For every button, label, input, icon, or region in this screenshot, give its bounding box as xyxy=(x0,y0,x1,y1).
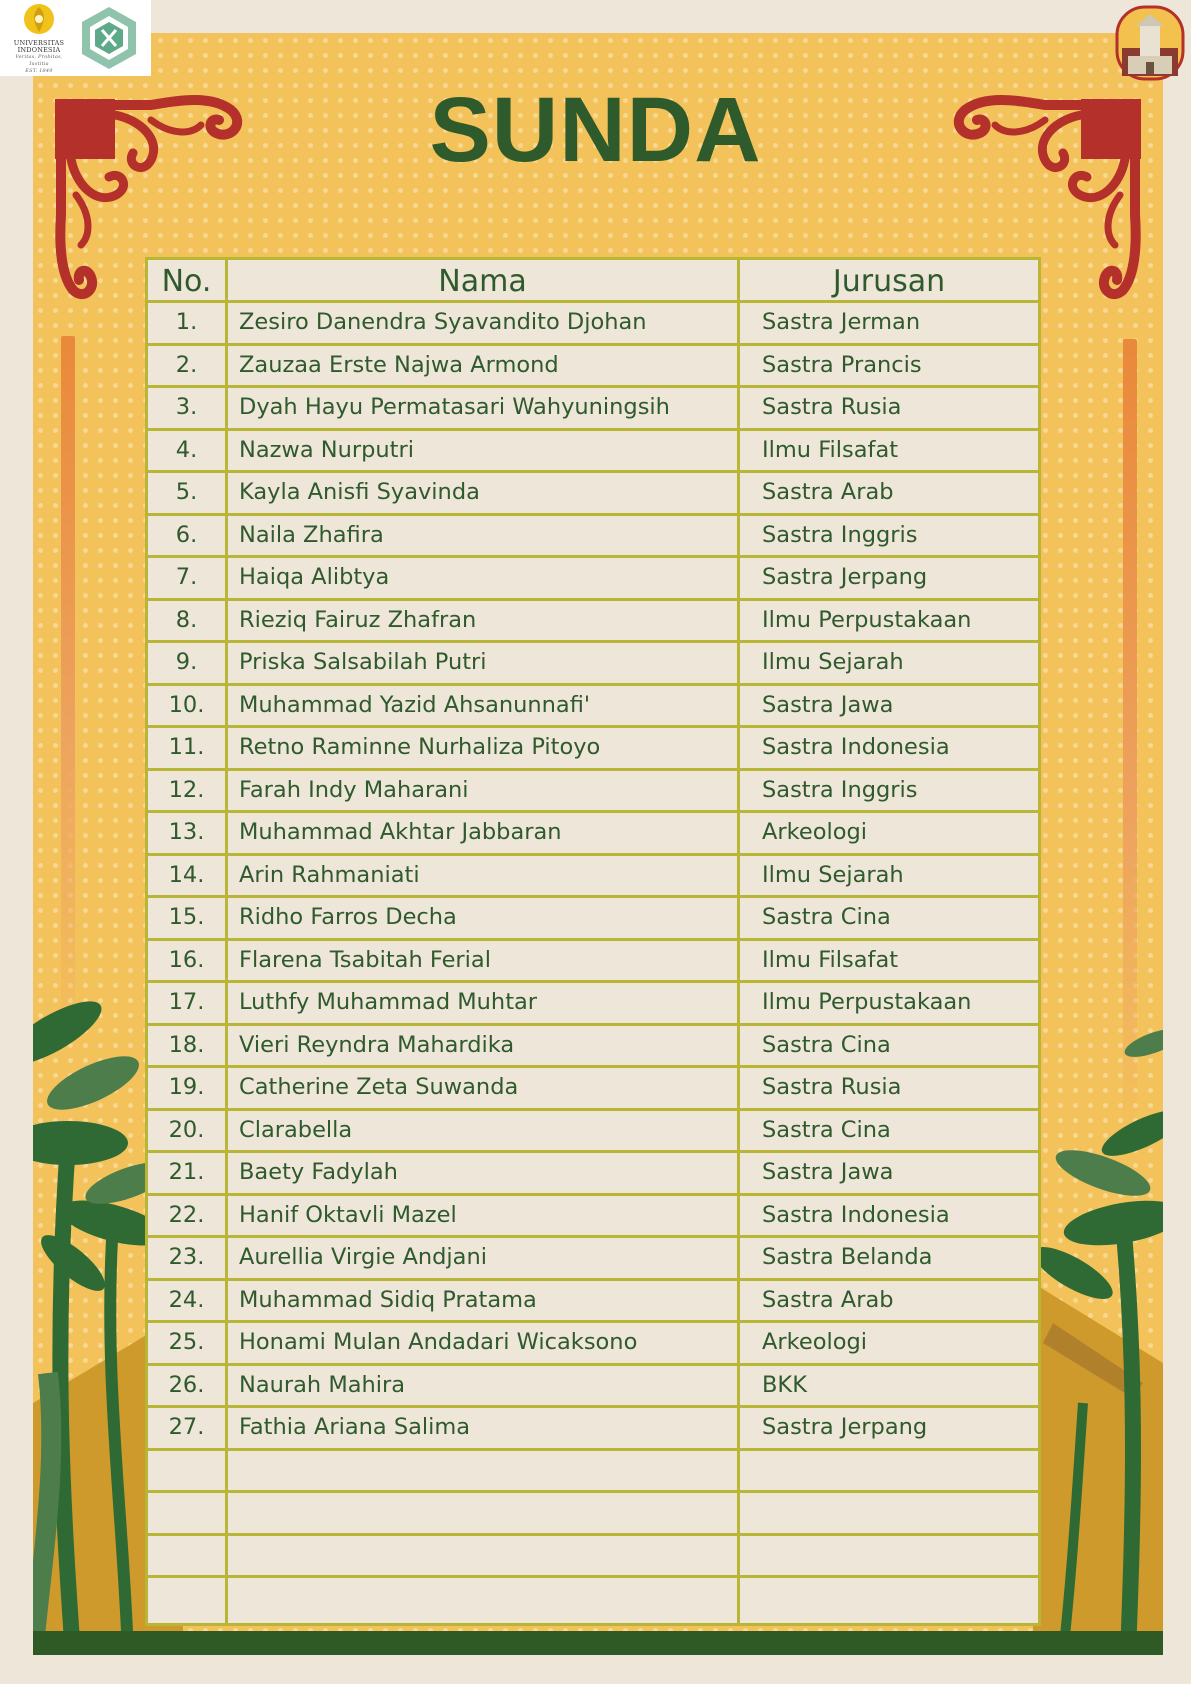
row-jurusan: Sastra Jerman xyxy=(762,309,921,335)
left-orange-bar xyxy=(61,336,75,1056)
table-row xyxy=(148,1536,1038,1576)
row-jurusan: Sastra Indonesia xyxy=(762,1201,950,1228)
row-nama: Farah Indy Maharani xyxy=(239,776,469,803)
row-jurusan: Sastra Jerpang xyxy=(762,1414,928,1440)
table-row xyxy=(148,558,1038,598)
header-no: No. xyxy=(161,264,212,299)
table-row xyxy=(148,643,1038,683)
right-palm-trees-decoration xyxy=(1033,1023,1163,1655)
row-jurusan: Ilmu Sejarah xyxy=(762,649,904,675)
table-row xyxy=(148,473,1038,513)
row-number: 19. xyxy=(168,1074,205,1100)
row-jurusan: Sastra Cina xyxy=(762,1031,891,1058)
ui-logo-line-1: UNIVERSITAS xyxy=(13,39,65,47)
right-orange-bar xyxy=(1123,339,1137,1139)
row-nama: Honami Mulan Andadari Wicaksono xyxy=(239,1329,638,1355)
table-row xyxy=(148,728,1038,768)
table-row xyxy=(148,1196,1038,1236)
row-nama: Arin Rahmaniati xyxy=(239,861,420,888)
row-nama: Haiqa Alibtya xyxy=(239,564,390,590)
table-row xyxy=(148,941,1038,981)
row-number: 22. xyxy=(168,1201,205,1228)
row-jurusan: Ilmu Perpustakaan xyxy=(762,989,972,1015)
row-number: 20. xyxy=(168,1116,205,1143)
row-nama: Zauzaa Erste Najwa Armond xyxy=(239,351,559,378)
table-row xyxy=(148,983,1038,1023)
page-title: SUNDA xyxy=(429,79,762,181)
row-number: 2. xyxy=(175,351,198,378)
row-jurusan: Sastra Rusia xyxy=(762,394,902,420)
row-number: 12. xyxy=(168,776,205,803)
row-nama: Muhammad Sidiq Pratama xyxy=(239,1286,537,1313)
table-row xyxy=(148,1026,1038,1066)
table-row xyxy=(148,1493,1038,1533)
row-number: 27. xyxy=(168,1414,205,1440)
row-nama: Ridho Farros Decha xyxy=(239,904,457,930)
row-number: 9. xyxy=(175,649,198,675)
row-jurusan: Ilmu Filsafat xyxy=(762,436,899,463)
row-jurusan: Sastra Indonesia xyxy=(762,734,950,760)
row-number: 17. xyxy=(168,989,205,1015)
row-nama: Luthfy Muhammad Muhtar xyxy=(239,989,538,1015)
row-jurusan: Sastra Jawa xyxy=(762,691,894,718)
row-jurusan: Sastra Belanda xyxy=(762,1244,933,1270)
row-nama: Kayla Anisfi Syavinda xyxy=(239,479,480,505)
row-jurusan: Ilmu Perpustakaan xyxy=(762,606,972,633)
table-row xyxy=(148,686,1038,726)
table-row xyxy=(148,771,1038,811)
makara-emblem-icon xyxy=(22,2,56,36)
table-row xyxy=(148,1238,1038,1278)
row-jurusan: Sastra Arab xyxy=(762,1286,894,1313)
table-row xyxy=(148,1111,1038,1151)
building-badge-icon xyxy=(1114,4,1186,82)
table-row xyxy=(148,1323,1038,1363)
row-number: 15. xyxy=(168,904,205,930)
row-number: 7. xyxy=(175,564,198,590)
row-number: 4. xyxy=(175,436,198,463)
row-jurusan: BKK xyxy=(762,1371,807,1398)
row-number: 13. xyxy=(168,819,205,845)
grass-strip xyxy=(33,1631,1163,1655)
row-jurusan: Sastra Prancis xyxy=(762,351,922,378)
table-row xyxy=(148,1366,1038,1406)
table-row xyxy=(148,1153,1038,1193)
row-nama: Retno Raminne Nurhaliza Pitoyo xyxy=(239,734,601,760)
row-nama: Nazwa Nurputri xyxy=(239,436,414,463)
row-number: 26. xyxy=(168,1371,205,1398)
header-nama: Nama xyxy=(438,264,527,299)
row-nama: Flarena Tsabitah Ferial xyxy=(239,946,491,973)
row-number: 18. xyxy=(168,1031,205,1058)
table-row xyxy=(148,516,1038,556)
row-nama: Fathia Ariana Salima xyxy=(239,1414,471,1440)
row-number: 11. xyxy=(168,734,205,760)
ui-logo-est: EST. 1849 xyxy=(25,68,53,74)
row-number: 14. xyxy=(168,861,205,888)
row-number: 16. xyxy=(168,946,205,973)
row-number: 21. xyxy=(168,1159,205,1185)
row-number: 1. xyxy=(175,309,198,335)
row-nama: Aurellia Virgie Andjani xyxy=(239,1244,487,1270)
row-jurusan: Sastra Rusia xyxy=(762,1074,902,1100)
row-number: 24. xyxy=(168,1286,205,1313)
row-jurusan: Sastra Cina xyxy=(762,1116,891,1143)
row-number: 5. xyxy=(175,479,198,505)
row-jurusan: Arkeologi xyxy=(762,819,868,845)
table-row xyxy=(148,1578,1038,1618)
row-nama: Priska Salsabilah Putri xyxy=(239,649,487,675)
table-row xyxy=(148,856,1038,896)
row-number: 25. xyxy=(168,1329,205,1355)
table-row xyxy=(148,1451,1038,1491)
row-jurusan: Ilmu Filsafat xyxy=(762,946,899,973)
row-nama: Clarabella xyxy=(239,1116,353,1143)
ui-logo-line-2: INDONESIA xyxy=(17,46,61,54)
table-row xyxy=(148,1281,1038,1321)
table-row xyxy=(148,813,1038,853)
row-number: 3. xyxy=(175,394,198,420)
table-row xyxy=(148,346,1038,386)
row-jurusan: Arkeologi xyxy=(762,1329,868,1355)
row-nama: Naila Zhafira xyxy=(239,521,384,548)
row-nama: Hanif Oktavli Mazel xyxy=(239,1201,457,1228)
row-nama: Naurah Mahira xyxy=(239,1371,406,1398)
row-number: 8. xyxy=(175,606,198,633)
row-jurusan: Sastra Jawa xyxy=(762,1159,894,1185)
row-jurusan: Sastra Cina xyxy=(762,904,891,930)
row-jurusan: Sastra Arab xyxy=(762,479,894,505)
header-jurusan: Jurusan xyxy=(832,264,946,299)
table-row xyxy=(148,303,1038,343)
row-number: 10. xyxy=(168,691,205,718)
ui-logo-motto: Veritas, Probitas, Iustitia xyxy=(15,54,63,67)
logos-box xyxy=(0,0,151,76)
row-nama: Zesiro Danendra Syavandito Djohan xyxy=(239,309,647,335)
row-nama: Dyah Hayu Permatasari Wahyuningsih xyxy=(239,394,670,420)
table-row xyxy=(148,898,1038,938)
row-number: 6. xyxy=(175,521,198,548)
table-row xyxy=(148,1408,1038,1448)
row-nama: Vieri Reyndra Mahardika xyxy=(239,1031,515,1058)
roster-table xyxy=(145,257,1041,1626)
row-nama: Baety Fadylah xyxy=(239,1159,398,1185)
ui-logo xyxy=(8,2,70,72)
row-number: 23. xyxy=(168,1244,205,1270)
table-row xyxy=(148,601,1038,641)
row-jurusan: Ilmu Sejarah xyxy=(762,861,904,888)
fib-hexagon-icon xyxy=(78,4,140,72)
row-jurusan: Sastra Inggris xyxy=(762,521,918,548)
row-nama: Rieziq Fairuz Zhafran xyxy=(239,606,477,633)
table-row xyxy=(148,388,1038,428)
row-jurusan: Sastra Inggris xyxy=(762,776,918,803)
row-jurusan: Sastra Jerpang xyxy=(762,564,928,590)
row-nama: Catherine Zeta Suwanda xyxy=(239,1074,519,1100)
row-nama: Muhammad Akhtar Jabbaran xyxy=(239,819,562,845)
row-nama: Muhammad Yazid Ahsanunnafi' xyxy=(239,691,591,718)
table-row xyxy=(148,431,1038,471)
table-row xyxy=(148,1068,1038,1108)
